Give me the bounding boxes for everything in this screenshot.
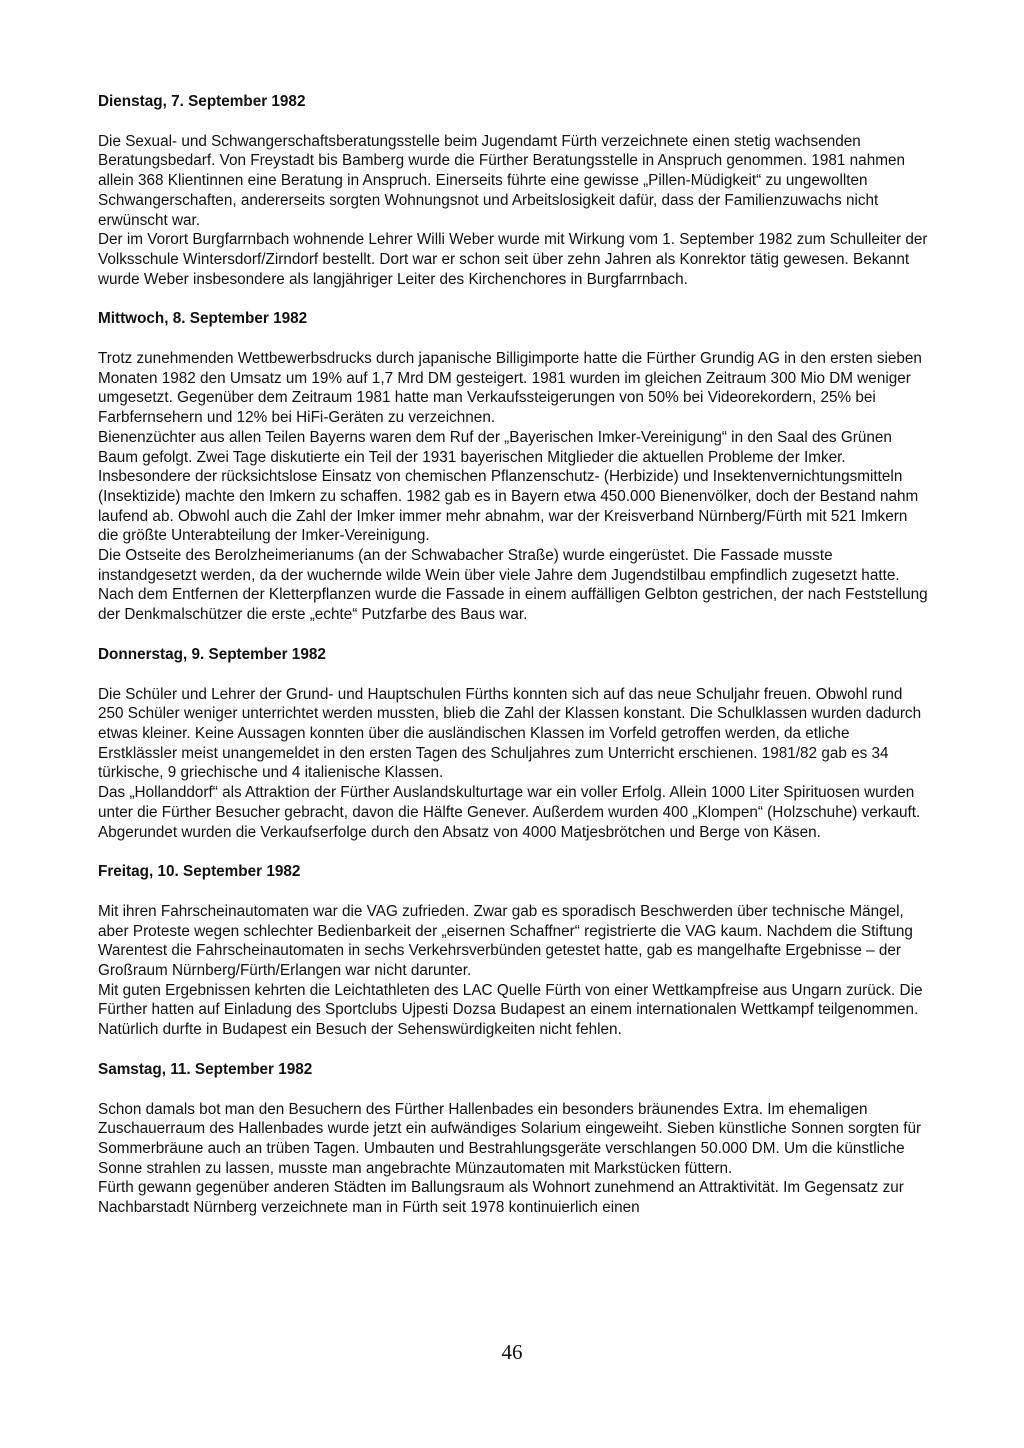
entry-paragraph: Schon damals bot man den Besuchern des Fürther Hallenbades ein besonders bräunendes Extra. Im ehemaligen Zuschauerraum des Hallenbades wurde jetzt ein aufwändiges Solarium eingeweiht. Sieben künstliche Sonnen sorgten für Sommerbräune auch an trüben Tagen. Umbauten und Bestrahlungsgeräte verschlangen 50.000 DM. Um die künstliche Sonne strahlen zu lassen, musste man angebrachte Münzautomaten mit Markstücken füttern.: [98, 1100, 922, 1177]
entry-paragraph: Die Schüler und Lehrer der Grund- und Hauptschulen Fürths konnten sich auf das neue Schuljahr freuen. Obwohl rund 250 Schüler weniger unterrichtet werden mussten, blieb die Zahl der Klassen konstant. Die Schulklassen wurden dadurch etwas kleiner. Keine Aussagen konnten über die ausländischen Klassen im Vorfeld getroffen werden, da etliche Erstklässler meist unangemeldet in den ersten Tagen des Schuljahres zum Unterricht erschienen. 1981/82 gab es 34 türkische, 9 griechische und 4 italienische Klassen.: [98, 685, 922, 782]
page-content: [98, 92, 928, 1238]
entry-paragraph: Das „Hollanddorf“ als Attraktion der Fürther Auslandskulturtage war ein voller Erfolg. Allein 1000 Liter Spirituosen wurden unter die Fürther Besucher gebracht, davon die Hälfte Genever. Außerdem wurden 400 „Klompen“ (Holzschuhe) verkauft. Abgerundet wurden die Verkaufserfolge durch den Absatz von 4000 Matjesbrötchen und Berge von Käsen.: [98, 784, 921, 841]
entry-samstag-11-september: [98, 1060, 928, 1218]
entry-date-heading: Freitag, 10. September 1982: [98, 863, 301, 881]
entry-mittwoch-8-september: [98, 309, 928, 625]
entry-date-heading: Mittwoch, 8. September 1982: [98, 310, 308, 328]
entry-paragraph: Trotz zunehmenden Wettbewerbsdrucks durch japanische Billigimporte hatte die Fürther Grundig AG in den ersten sieben Monaten 1982 den Umsatz um 19% auf 1,7 Mrd DM gesteigert. 1981 wurden im gleichen Zeitraum 300 Mio DM weniger umgesetzt. Gegenüber dem Zeitraum 1981 hatte man Verkaufssteigerungen von 50% bei Videorekordern, 25% bei Farbfernsehern und 12% bei HiFi-Geräten zu verzeichnen.: [98, 350, 922, 427]
entry-paragraph: Mit guten Ergebnissen kehrten die Leichtathleten des LAC Quelle Fürth von einer Wettkampfreise aus Ungarn zurück. Die Fürther hatten auf Einladung des Sportclubs Ujpesti Dozsa Budapest an einem internationalen Wettkampf teilgenommen. Natürlich durfte in Budapest ein Besuch der Sehenswürdigkeiten nicht fehlen.: [98, 981, 923, 1039]
entry-freitag-10-september: [98, 862, 928, 1040]
entry-date-heading: Samstag, 11. September 1982: [98, 1060, 313, 1078]
entry-paragraph: Die Sexual- und Schwangerschaftsberatungsstelle beim Jugendamt Fürth verzeichnete einen stetig wachsenden Beratungsbedarf. Von Freystadt bis Bamberg wurde die Fürther Beratungsstelle in Anspruch genommen. 1981 nahmen allein 368 Klientinnen eine Beratung in Anspruch. Einerseits führte eine gewisse „Pillen-Müdigkeit“ zu ungewollten Schwangerschaften, andererseits sorgten Wohnungsnot und Arbeitslosigkeit dafür, dass der Familienzuwachs nicht erwünscht war.: [98, 132, 905, 229]
entry-dienstag-7-september: [98, 92, 928, 289]
page-number: 46: [501, 1340, 523, 1364]
entry-date-heading: Dienstag, 7. September 1982: [98, 93, 306, 110]
entry-paragraph: Mit ihren Fahrscheinautomaten war die VAG zufrieden. Zwar gab es sporadisch Beschwerden über technische Mängel, aber Proteste wegen schlechter Bedienbarkeit der „eisernen Schaffner“ registrierte die VAG kaum. Nachdem die Stiftung Warentest die Fahrscheinautomaten in sechs Verkehrsverbünden getestet hatte, gab es mangelhafte Ergebnisse – der Großraum Nürnberg/Fürth/Erlangen war nicht darunter.: [98, 902, 913, 980]
entry-date-heading: Donnerstag, 9. September 1982: [98, 645, 326, 663]
entry-paragraph: Fürth gewann gegenüber anderen Städten im Ballungsraum als Wohnort zunehmend an Attraktivität. Im Gegensatz zur Nachbarstadt Nürnberg verzeichnete man in Fürth seit 1978 kontinuierlich einen: [98, 1179, 904, 1217]
entry-body: [98, 685, 928, 843]
entry-body: [98, 349, 928, 625]
entry-paragraph: Die Ostseite des Berolzheimerianums (an der Schwabacher Straße) wurde eingerüstet. Die Fassade musste instandgesetzt werden, da der wuchernde wilde Wein über viele Jahre dem Jugendstilbau empfindlich zugesetzt hatte. Nach dem Entfernen der Kletterpflanzen wurde die Fassade in einem auffälligen Gelbton gestrichen, der nach Feststellung der Denkmalschützer die erste „echte“ Putzfarbe des Baus war.: [98, 547, 928, 624]
entry-body: [98, 902, 928, 1040]
entry-paragraph: Bienenzüchter aus allen Teilen Bayerns waren dem Ruf der „Bayerischen Imker-Vereinigung“ in den Saal des Grünen Baum gefolgt. Zwei Tage diskutierte ein Teil der 1931 bayerischen Mitglieder die aktuellen Probleme der Imker. Insbesondere der rücksichtslose Einsatz von chemischen Pflanzenschutz- (Herbizide) und Insektenvernichtungsmitteln (Insektizide) machte den Imkern zu schaffen. 1982 gab es in Bayern etwa 450.000 Bienenvölker, doch der Bestand nahm laufend ab. Obwohl auch die Zahl der Imker immer mehr abnahm, war der Kreisverband Nürnberg/Fürth mit 521 Imkern die größte Unterabteilung der Imker-Vereinigung.: [98, 428, 919, 545]
entry-body: [98, 1100, 928, 1218]
entry-donnerstag-9-september: [98, 645, 928, 842]
entry-paragraph: Der im Vorort Burgfarrnbach wohnende Lehrer Willi Weber wurde mit Wirkung vom 1. September 1982 zum Schulleiter der Volksschule Wintersdorf/Zirndorf bestellt. Dort war er schon seit über zehn Jahren als Konrektor tätig gewesen. Bekannt wurde Weber insbesondere als langjähriger Leiter des Kirchenchores in Burgfarrnbach.: [98, 231, 928, 288]
entry-body: [98, 132, 928, 290]
